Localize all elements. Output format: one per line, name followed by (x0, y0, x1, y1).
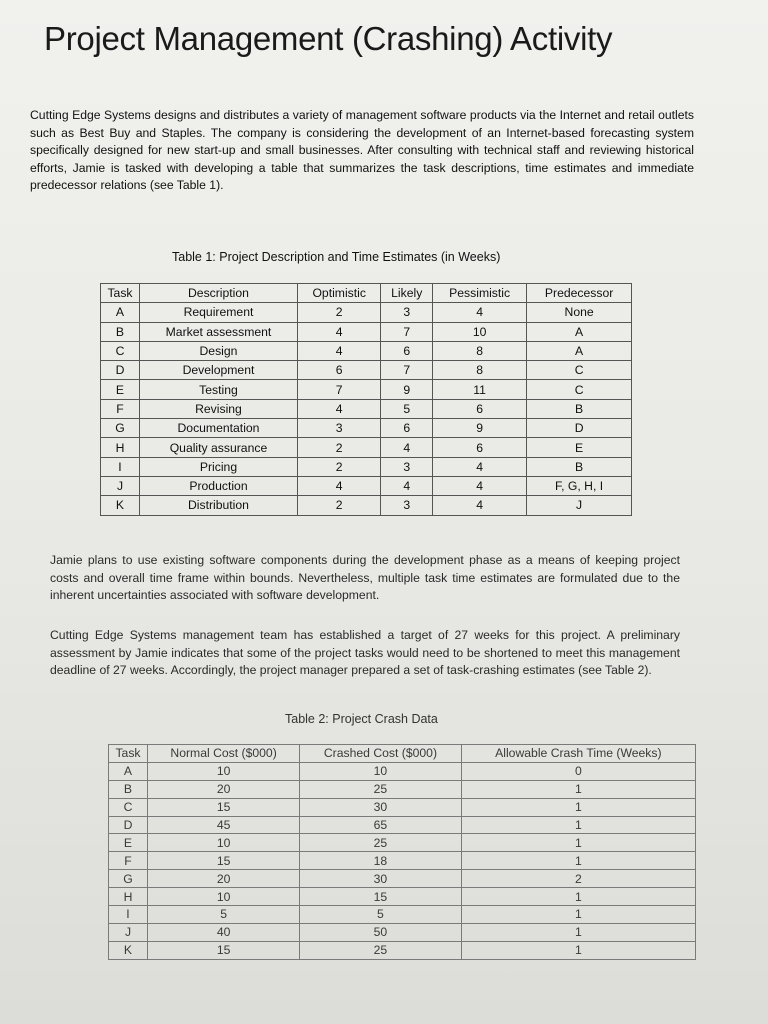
table1-row (101, 496, 632, 515)
table1-header-cell: Likely (381, 284, 433, 303)
table1-row (101, 341, 632, 360)
table2-cell: 10 (148, 762, 300, 780)
table1-cell: E (101, 380, 140, 399)
table1-row (101, 322, 632, 341)
table1-cell: 9 (381, 380, 433, 399)
table1-cell: A (101, 303, 140, 322)
table1-cell: 7 (381, 322, 433, 341)
table2-row (109, 798, 696, 816)
table1-cell: H (101, 438, 140, 457)
table1-cell: 8 (433, 361, 527, 380)
table1-row (101, 419, 632, 438)
table2-row (109, 816, 696, 834)
table2-header-cell: Task (109, 745, 148, 763)
table2-row (109, 852, 696, 870)
table1-header-cell: Optimistic (297, 284, 380, 303)
table1-cell: Pricing (140, 457, 298, 476)
table1-row (101, 361, 632, 380)
table1-cell: 3 (297, 419, 380, 438)
table2-cell: K (109, 941, 148, 959)
table2-cell: 0 (461, 762, 695, 780)
table2-cell: 1 (461, 941, 695, 959)
table2-row (109, 834, 696, 852)
table1-cell: B (527, 457, 632, 476)
table1-cell: Documentation (140, 419, 298, 438)
table2-cell: 30 (300, 870, 461, 888)
table2-header-cell: Crashed Cost ($000) (300, 745, 461, 763)
intro-paragraph: Cutting Edge Systems designs and distributes a variety of management software products via the Internet and retail outlets such as Best Buy and Staples. The company is considering the development of an Internet-based forecasting system specifically designed for new start-up and small businesses. After consulting with technical staff and reviewing historical efforts, Jamie is tasked with developing a table that summarizes the task descriptions, time estimates and immediate predecessor relations (see Table 1). (30, 108, 694, 193)
table1-row (101, 399, 632, 418)
table1-cell: 4 (297, 322, 380, 341)
table1-header-cell: Predecessor (527, 284, 632, 303)
table1-cell: 6 (381, 341, 433, 360)
table2-cell: 10 (148, 834, 300, 852)
table2-cell: 10 (148, 888, 300, 906)
table2-cell: 1 (461, 834, 695, 852)
table1-cell: Production (140, 476, 298, 495)
table2-cell: 1 (461, 888, 695, 906)
table2-cell: 18 (300, 852, 461, 870)
table1-cell: 4 (297, 399, 380, 418)
table1-cell: 10 (433, 322, 527, 341)
table2-cell: 45 (148, 816, 300, 834)
table1-row (101, 303, 632, 322)
table1-cell: 2 (297, 496, 380, 515)
table2-cell: 1 (461, 798, 695, 816)
table2-cell: 65 (300, 816, 461, 834)
table2-cell: 15 (148, 852, 300, 870)
table2-row (109, 923, 696, 941)
table2-row (109, 941, 696, 959)
table2-cell: I (109, 906, 148, 924)
table1-cell: Development (140, 361, 298, 380)
page-title: Project Management (Crashing) Activity (44, 20, 613, 57)
table1-cell: 9 (433, 419, 527, 438)
table2-cell: B (109, 780, 148, 798)
table1-caption: Table 1: Project Description and Time Estimates (in Weeks) (172, 250, 501, 264)
table1-cell: 8 (433, 341, 527, 360)
table1-cell: Requirement (140, 303, 298, 322)
table1-cell: 7 (297, 380, 380, 399)
table1-cell: 4 (433, 457, 527, 476)
table2-row (109, 888, 696, 906)
table1-cell: 4 (433, 476, 527, 495)
table1-cell: Design (140, 341, 298, 360)
table1-cell: 4 (433, 303, 527, 322)
table1-cell: 11 (433, 380, 527, 399)
table2-cell: 15 (148, 798, 300, 816)
table1-cell: 6 (381, 419, 433, 438)
table2-header-cell: Normal Cost ($000) (148, 745, 300, 763)
table1-row (101, 380, 632, 399)
table2-row (109, 780, 696, 798)
table1-cell: G (101, 419, 140, 438)
table2-cell: 1 (461, 852, 695, 870)
table1-cell: J (527, 496, 632, 515)
table1-cell: C (101, 341, 140, 360)
table2-cell: 50 (300, 923, 461, 941)
table1-cell: B (101, 322, 140, 341)
table1-header-cell: Task (101, 284, 140, 303)
table1-header-row (101, 284, 632, 303)
table1-cell: Market assessment (140, 322, 298, 341)
table1-header-cell: Description (140, 284, 298, 303)
table1-cell: D (101, 361, 140, 380)
table1-cell: 2 (297, 303, 380, 322)
table1-cell: None (527, 303, 632, 322)
table1-cell: Revising (140, 399, 298, 418)
table2-cell: 20 (148, 780, 300, 798)
table2-cell: H (109, 888, 148, 906)
table1-row (101, 457, 632, 476)
table2-cell: E (109, 834, 148, 852)
table1-cell: B (527, 399, 632, 418)
crash-data-table (108, 744, 696, 960)
table1-row (101, 438, 632, 457)
table2-cell: 2 (461, 870, 695, 888)
table1-header-cell: Pessimistic (433, 284, 527, 303)
table1-cell: 3 (381, 457, 433, 476)
table1-cell: 6 (433, 438, 527, 457)
table2-cell: 5 (148, 906, 300, 924)
table2-cell: D (109, 816, 148, 834)
table1-cell: A (527, 341, 632, 360)
table2-header-cell: Allowable Crash Time (Weeks) (461, 745, 695, 763)
table1-cell: 5 (381, 399, 433, 418)
table2-cell: J (109, 923, 148, 941)
table1-cell: 3 (381, 496, 433, 515)
table2-row (109, 870, 696, 888)
table2-cell: 15 (148, 941, 300, 959)
table2-cell: G (109, 870, 148, 888)
table1-cell: E (527, 438, 632, 457)
development-paragraph: Jamie plans to use existing software components during the development phase as a means of keeping project costs and overall time frame within bounds. Nevertheless, multiple task time estimates are formulated due to the inherent uncertainties associated with software development. (50, 553, 680, 603)
table2-cell: C (109, 798, 148, 816)
table2-cell: 1 (461, 780, 695, 798)
table2-cell: F (109, 852, 148, 870)
table1-cell: A (527, 322, 632, 341)
table1-cell: Testing (140, 380, 298, 399)
table2-caption: Table 2: Project Crash Data (285, 712, 438, 726)
table1-cell: I (101, 457, 140, 476)
table1-cell: J (101, 476, 140, 495)
table1-cell: C (527, 380, 632, 399)
table1-cell: 7 (381, 361, 433, 380)
table2-cell: 25 (300, 941, 461, 959)
table2-header-row (109, 745, 696, 763)
table2-cell: 40 (148, 923, 300, 941)
table1-cell: K (101, 496, 140, 515)
table2-cell: 1 (461, 816, 695, 834)
table1-cell: Distribution (140, 496, 298, 515)
table2-cell: 25 (300, 780, 461, 798)
table1-row (101, 476, 632, 495)
table1-cell: 2 (297, 438, 380, 457)
table2-cell: 10 (300, 762, 461, 780)
table2-cell: 25 (300, 834, 461, 852)
table2-cell: 15 (300, 888, 461, 906)
table1-cell: 6 (433, 399, 527, 418)
table1-cell: F, G, H, I (527, 476, 632, 495)
table1-cell: 6 (297, 361, 380, 380)
project-description-table (100, 283, 632, 516)
table1-cell: 4 (381, 438, 433, 457)
table1-cell: 2 (297, 457, 380, 476)
table2-cell: 1 (461, 923, 695, 941)
table1-cell: Quality assurance (140, 438, 298, 457)
table2-cell: 5 (300, 906, 461, 924)
table1-cell: 4 (433, 496, 527, 515)
table1-cell: 3 (381, 303, 433, 322)
table1-cell: F (101, 399, 140, 418)
table1-cell: C (527, 361, 632, 380)
table2-row (109, 906, 696, 924)
table1-cell: D (527, 419, 632, 438)
table2-cell: A (109, 762, 148, 780)
table1-cell: 4 (297, 341, 380, 360)
table2-row (109, 762, 696, 780)
table2-cell: 30 (300, 798, 461, 816)
table2-cell: 1 (461, 906, 695, 924)
table1-cell: 4 (297, 476, 380, 495)
table2-cell: 20 (148, 870, 300, 888)
deadline-paragraph: Cutting Edge Systems management team has established a target of 27 weeks for this project. A preliminary assessment by Jamie indicates that some of the project tasks would need to be shortened to meet this management deadline of 27 weeks. Accordingly, the project manager prepared a set of task-crashing estimates (see Table 2). (50, 628, 680, 678)
table1-cell: 4 (381, 476, 433, 495)
